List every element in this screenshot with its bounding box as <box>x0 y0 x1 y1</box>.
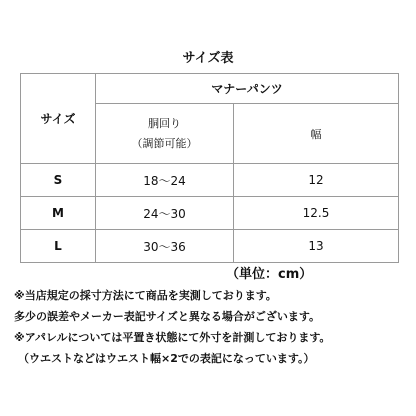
table-row <box>21 230 399 263</box>
waist-cell: 24〜30 <box>96 197 234 230</box>
note-line: （ウエストなどはウエスト幅×2での表記になっています。） <box>18 352 315 365</box>
unit-label: （単位：cm） <box>226 267 313 282</box>
table-row <box>21 197 399 230</box>
size-cell: S <box>21 164 96 197</box>
waist-cell: 18〜24 <box>96 164 234 197</box>
note-line: ※アパレルについては平置き状態にて外寸を計測しております。 <box>14 331 331 344</box>
note-line: ※当店規定の採寸方法にて商品を実測しております。 <box>14 289 277 302</box>
size-cell: L <box>21 230 96 263</box>
width-cell: 12.5 <box>234 197 399 230</box>
waist-header-label: 胴回り <box>148 116 181 130</box>
page-title: サイズ表 <box>182 51 234 66</box>
waist-header <box>96 104 234 164</box>
width-cell: 12 <box>234 164 399 197</box>
width-cell: 13 <box>234 230 399 263</box>
note-line: 多少の誤差やメーカー表記サイズと異なる場合がございます。 <box>14 310 321 323</box>
size-cell: M <box>21 197 96 230</box>
waist-header-note: （調節可能） <box>131 136 198 150</box>
table-row <box>21 164 399 197</box>
size-table <box>20 73 399 263</box>
size-header: サイズ <box>21 74 96 164</box>
product-header: マナーパンツ <box>96 74 399 104</box>
waist-cell: 30〜36 <box>96 230 234 263</box>
notes <box>14 285 410 369</box>
width-header: 幅 <box>234 104 399 164</box>
